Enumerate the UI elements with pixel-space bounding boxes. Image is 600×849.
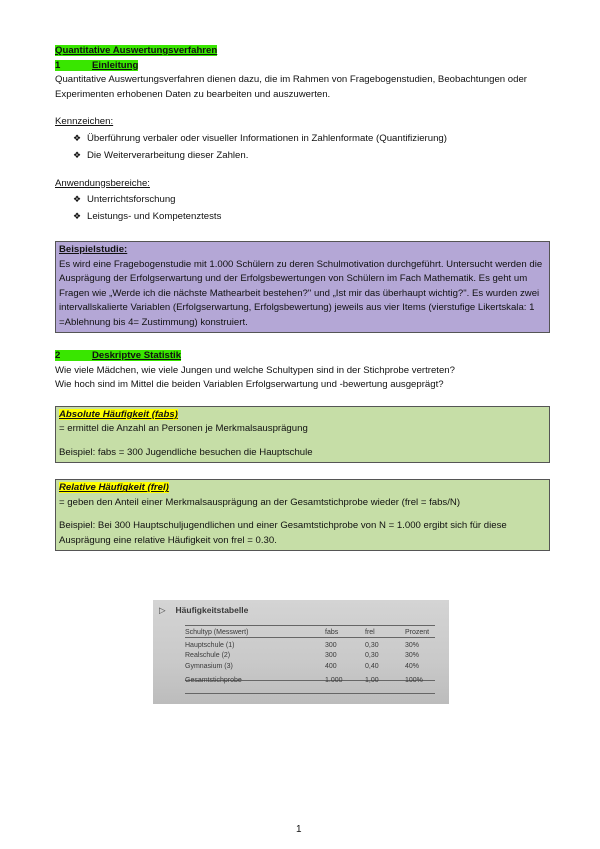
kennzeichen-label: Kennzeichen: (55, 116, 114, 127)
section-1-heading (55, 59, 550, 74)
table-cell: Realschule (2) (185, 652, 231, 660)
table-cell: 400 (325, 662, 337, 670)
section-1-title: Einleitung (92, 59, 139, 71)
table-row (185, 661, 435, 672)
section-2-title: Deskriptve Statistik (92, 350, 182, 362)
table-cell: 100% (405, 677, 423, 685)
table-cell: 0,30 (365, 652, 379, 660)
list-item: ❖ Überführung verbaler oder visueller Informationen in Zahlenformate (Quantifizierung) (73, 130, 550, 147)
document-page (55, 44, 550, 551)
list-item: ❖ Unterrichtsforschung (73, 191, 550, 208)
table-cell: 1,00 (365, 677, 379, 685)
list-item: ❖ Die Weiterverarbeitung dieser Zahlen. (73, 147, 550, 164)
intro-paragraph: Quantitative Auswertungsverfahren dienen dazu, die im Rahmen von Fragebogenstudien, Beobachtungen oder Experimenten erhobenen Daten zu bearbeiten und auszuwerten. (55, 74, 528, 100)
table-header-row (185, 627, 435, 638)
list-item: ❖ Leistungs- und Kompetenztests (73, 208, 550, 225)
kennzeichen-list (55, 130, 550, 164)
table-total-row (185, 672, 435, 687)
relative-frequency-example: Beispiel: Bei 300 Hauptschuljugendlichen und einer Gesamtstichprobe von N = 1.000 ergibt sich für diese Ausprägung eine relative Häufigkeit von frel = 0.30. (59, 520, 507, 546)
section-2-heading (55, 349, 550, 364)
diamond-bullet-icon: ❖ (73, 194, 82, 204)
table-cell: 300 (325, 652, 337, 660)
beispielstudie-text: Es wird eine Fragebogenstudie mit 1.000 Schülern zu deren Schulmotivation durchgeführt. Untersucht werden die Ausprägung der Erfolgserwartung und der Erfolgsbewertungen von Schülern im Fach Mathematik. Es geht um Fragen wie „Werde ich die nächste Mathearbeit bestehen?" und „Ist mir das überhaupt wichtig?". Es wurden zwei intervallskalierte Variablen (Erfolgserwartung, Erfolgsbewertung) jeweils aus vier Items (vierstufige Likertskala: 1 =Ablehnung bis 4= Zustimmung) konstruiert. (59, 258, 543, 328)
table-cell: 30% (405, 641, 420, 649)
anwendung-list (55, 191, 550, 225)
frequency-table-image (153, 600, 449, 704)
table-cell: Gymnasium (3) (185, 662, 233, 670)
section-2-number: 2 (55, 350, 61, 362)
beispielstudie-label: Beispielstudie: (59, 244, 128, 255)
triangle-right-icon: ▷ (159, 605, 166, 615)
absolute-frequency-title: Absolute Häufigkeit (fabs) (59, 408, 178, 420)
table-cell: Hauptschule (1) (185, 641, 235, 649)
absolute-frequency-definition: = ermittel die Anzahl an Personen je Merkmalsausprägung (59, 423, 308, 435)
document-heading: Quantitative Auswertungsverfahren (55, 45, 218, 56)
header-cell: frel (365, 628, 375, 636)
diamond-bullet-icon: ❖ (73, 132, 82, 143)
anwendung-label: Anwendungsbereiche: (55, 177, 150, 189)
question-1: Wie viele Mädchen, wie viele Jungen und welche Schultypen sind in der Stichprobe vertreten? (55, 364, 455, 376)
table-row (185, 638, 435, 651)
absolute-frequency-box (55, 406, 550, 464)
page-number: 1 (296, 824, 302, 835)
absolute-frequency-example: Beispiel: fabs = 300 Jugendliche besuchen die Hauptschule (59, 446, 313, 458)
table-cell: 0,40 (365, 662, 379, 670)
frequency-table (185, 627, 435, 686)
table-cell: 300 (325, 641, 337, 649)
table-cell: Gesamtstichprobe (185, 677, 242, 685)
header-cell: fabs (325, 628, 339, 636)
relative-frequency-title: Relative Häufigkeit (frel) (59, 482, 169, 494)
section-1-number: 1 (55, 59, 61, 71)
diamond-bullet-icon: ❖ (73, 211, 82, 221)
table-cell: 40% (405, 662, 420, 670)
table-cell: 0,30 (365, 641, 379, 649)
beispielstudie-box (55, 241, 550, 333)
diamond-bullet-icon: ❖ (73, 149, 82, 160)
header-cell: Schultyp (Messwert) (185, 628, 249, 636)
table-rule-bottom (185, 693, 435, 694)
table-rule-top (185, 625, 435, 626)
table-cell: 1.000 (325, 677, 343, 685)
table-cell: 30% (405, 652, 420, 660)
question-2: Wie hoch sind im Mittel die beiden Variablen Erfolgserwartung und -bewertung ausgeprägt? (55, 379, 444, 391)
relative-frequency-box (55, 479, 550, 551)
header-cell: Prozent (405, 628, 430, 636)
table-row (185, 651, 435, 662)
relative-frequency-definition: = geben den Anteil einer Merkmalsausprägung an der Gesamtstichprobe wieder (frel = fabs/N) (59, 496, 461, 508)
frequency-table-title: ▷ Häufigkeitstabelle (159, 605, 249, 615)
